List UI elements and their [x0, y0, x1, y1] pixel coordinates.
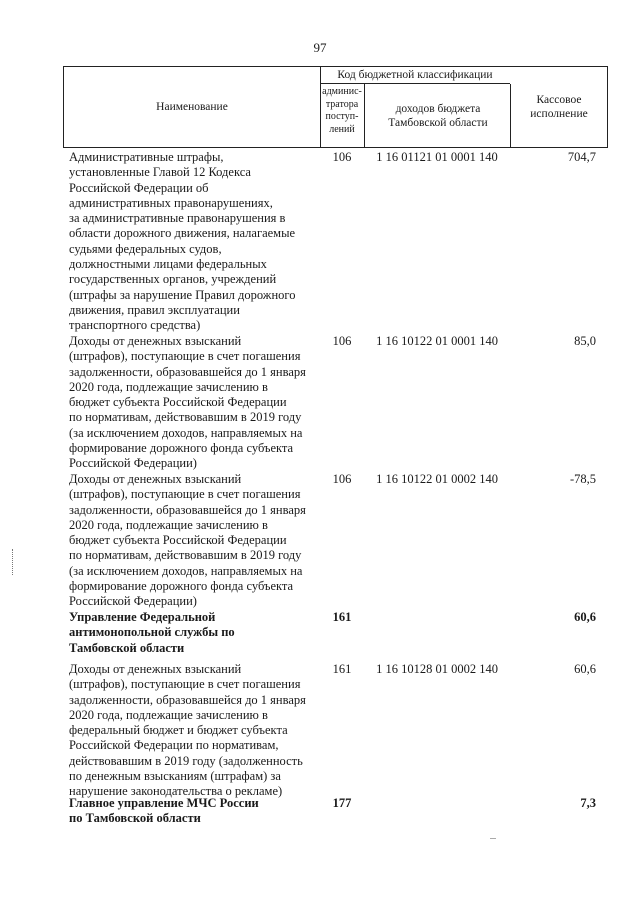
- row-amount: 704,7: [567, 150, 596, 164]
- header-admin-line: админис-: [322, 86, 362, 97]
- row-name-line: установленные Главой 12 Кодекса: [69, 165, 251, 180]
- row-name-line: (штрафов), поступающие в счет погашения: [69, 487, 301, 502]
- row-name-line: по Тамбовской области: [69, 811, 201, 826]
- row-name-line: федеральный бюджет и бюджет субъекта: [69, 723, 288, 738]
- row-name-line: Российской Федерации по нормативам,: [69, 738, 279, 753]
- row-name-line: (штрафов), поступающие в счет погашения: [69, 677, 301, 692]
- header-admin-column: [320, 84, 365, 147]
- row-name-line: (за исключением доходов, направляемых на: [69, 425, 303, 440]
- table-row: [63, 610, 608, 656]
- row-name-line: Тамбовской области: [69, 640, 185, 655]
- row-admin-code: 161: [332, 610, 352, 624]
- row-name-line: (за исключением доходов, направляемых на: [69, 563, 303, 578]
- row-name-line: задолженности, образовавшейся до 1 января: [69, 692, 306, 707]
- row-name-line: (штрафы за нарушение Правил дорожного: [69, 287, 296, 302]
- row-income-code: 1 16 01121 01 0001 140: [376, 150, 498, 164]
- row-name-line: по нормативам, действовавшим в 2019 году: [69, 548, 302, 563]
- table-header: [63, 66, 608, 148]
- header-admin-line: тратора: [325, 98, 359, 110]
- row-amount: -78,5: [569, 472, 596, 486]
- row-name-line: по денежным взысканиям (штрафам) за: [69, 769, 281, 784]
- header-admin-line: поступ-: [325, 111, 359, 122]
- row-name: [63, 472, 315, 610]
- row-income-code: 1 16 10122 01 0001 140: [376, 334, 498, 348]
- row-name-line: движения, правил эксплуатации: [69, 302, 240, 317]
- row-name-line: административных правонарушениях,: [69, 195, 273, 210]
- row-name-line: 2020 года, подлежащие зачислению в: [69, 379, 268, 394]
- row-name-line: Доходы от денежных взысканий: [69, 472, 242, 486]
- row-name-line: Доходы от денежных взысканий: [69, 334, 242, 348]
- row-name-line: Административные штрафы,: [69, 150, 224, 164]
- row-name-line: 2020 года, подлежащие зачислению в: [69, 707, 268, 722]
- table-row: [63, 796, 608, 827]
- header-execution-line: Кассовое: [536, 94, 582, 106]
- row-name-line: Российской Федерации): [69, 594, 197, 609]
- row-name-line: должностными лицами федеральных: [69, 257, 267, 272]
- margin-scan-mark: [12, 549, 15, 575]
- row-admin-code: 106: [332, 150, 352, 164]
- row-name-line: формирование дорожного фонда субъекта: [69, 441, 294, 456]
- row-amount: 60,6: [574, 662, 596, 676]
- row-name-line: задолженности, образовавшейся до 1 января: [69, 364, 306, 379]
- header-budget-code-column: Код бюджетной классификации: [320, 67, 510, 84]
- scan-artifact: [490, 838, 496, 839]
- header-income-line: доходов бюджета: [395, 102, 481, 115]
- header-income-line: Тамбовской области: [388, 116, 488, 129]
- row-name-line: Российской Федерации): [69, 456, 197, 471]
- row-amount: 85,0: [574, 334, 596, 348]
- header-admin-line: лений: [329, 123, 355, 135]
- row-name-line: Управление Федеральной: [69, 610, 216, 624]
- row-name: [63, 796, 315, 827]
- header-name-column: Наименование: [64, 67, 321, 147]
- row-name: [63, 150, 315, 334]
- row-name-line: бюджет субъекта Российской Федерации: [69, 395, 287, 410]
- header-execution-line: исполнение: [530, 108, 588, 120]
- row-name-line: судьями федеральных судов,: [69, 241, 222, 256]
- row-name-line: Российской Федерации об: [69, 180, 209, 195]
- row-admin-code: 106: [332, 472, 352, 486]
- row-name-line: формирование дорожного фонда субъекта: [69, 579, 294, 594]
- table-row: [63, 334, 608, 472]
- row-name-line: Доходы от денежных взысканий: [69, 662, 242, 676]
- row-name-line: по нормативам, действовавшим в 2019 году: [69, 410, 302, 425]
- header-execution-column: [511, 67, 607, 147]
- row-name-line: Главное управление МЧС России: [69, 796, 259, 810]
- table-row: [63, 662, 608, 800]
- row-name-line: действовавшим в 2019 году (задолженность: [69, 753, 303, 768]
- row-name-line: бюджет субъекта Российской Федерации: [69, 533, 287, 548]
- row-name-line: государственных органов, учреждений: [69, 272, 277, 287]
- row-name: [63, 334, 315, 472]
- row-income-code: 1 16 10122 01 0002 140: [376, 472, 498, 486]
- row-name-line: (штрафов), поступающие в счет погашения: [69, 349, 301, 364]
- row-name-line: за административные правонарушения в: [69, 211, 286, 226]
- row-amount: 7,3: [580, 796, 596, 810]
- header-income-column: [366, 84, 511, 147]
- row-name: [63, 610, 315, 656]
- row-income-code: 1 16 10128 01 0002 140: [376, 662, 498, 676]
- row-name-line: транспортного средства): [69, 318, 201, 333]
- row-name-line: 2020 года, подлежащие зачислению в: [69, 517, 268, 532]
- table-row: [63, 150, 608, 334]
- row-name: [63, 662, 315, 800]
- table-row: [63, 472, 608, 610]
- row-admin-code: 106: [332, 334, 352, 348]
- row-name-line: нарушение законодательства о рекламе): [69, 784, 283, 799]
- row-admin-code: 161: [332, 662, 352, 676]
- row-name-line: задолженности, образовавшейся до 1 января: [69, 502, 306, 517]
- page-number: 97: [313, 40, 327, 55]
- row-admin-code: 177: [332, 796, 352, 810]
- row-amount: 60,6: [574, 610, 596, 624]
- row-name-line: области дорожного движения, налагаемые: [69, 226, 296, 241]
- row-name-line: антимонопольной службы по: [69, 625, 235, 640]
